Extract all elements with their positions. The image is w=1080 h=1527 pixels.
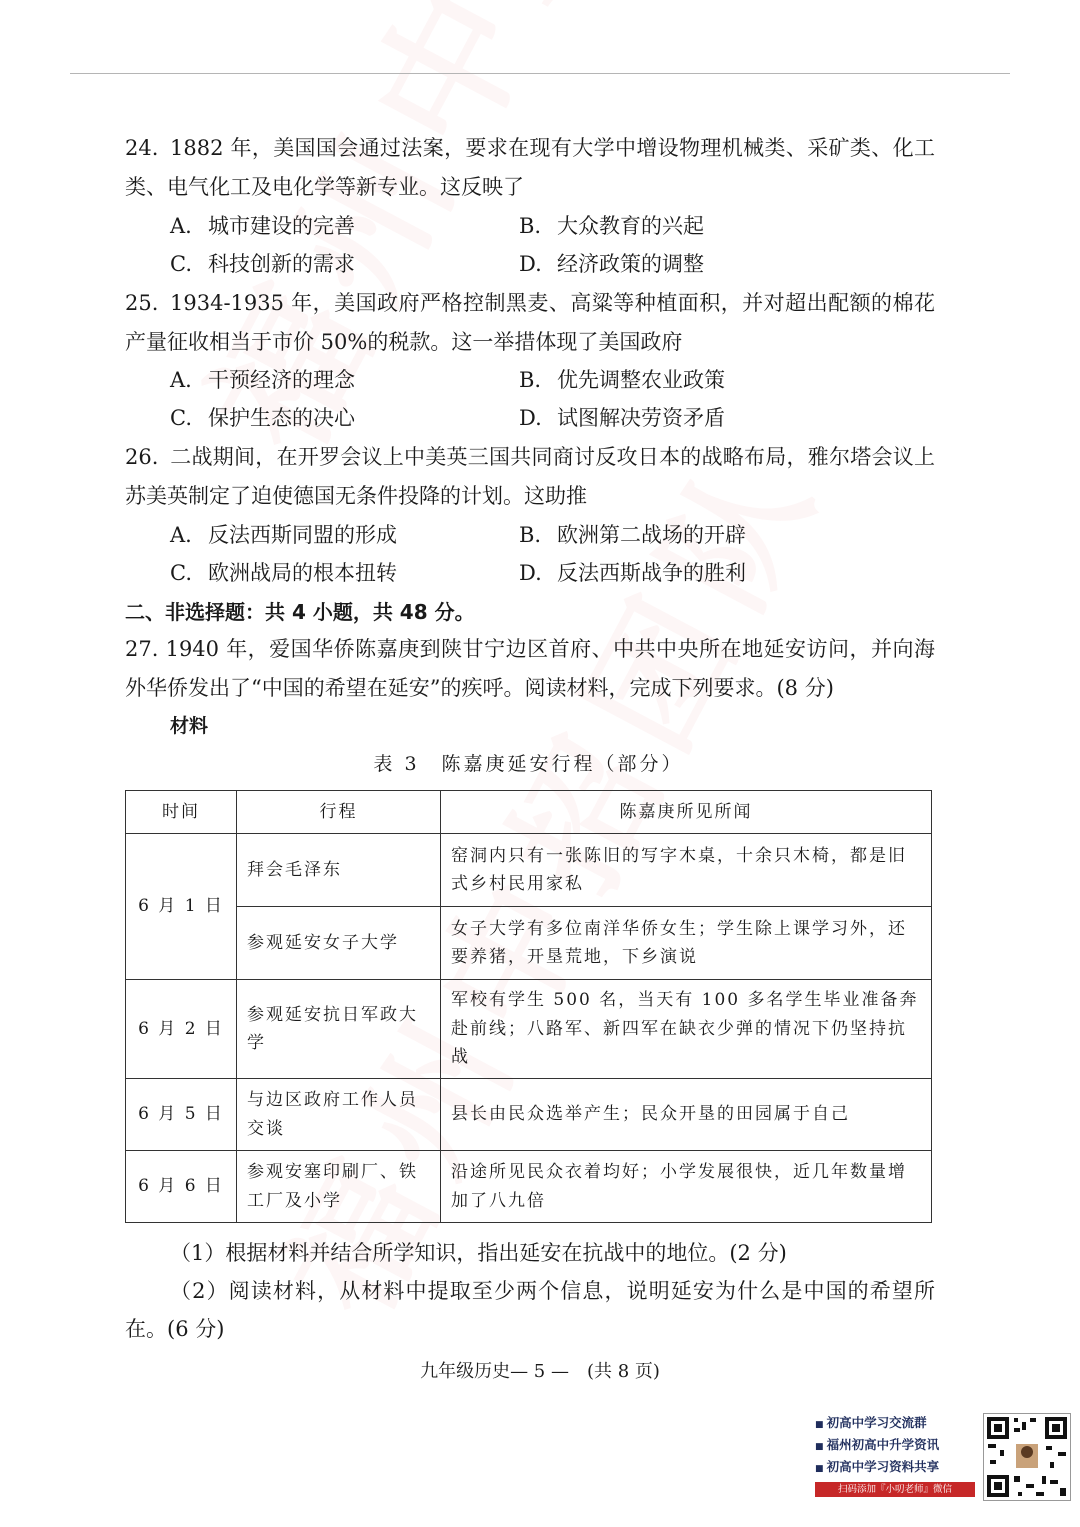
cell-route: 与边区政府工作人员交谈	[237, 1079, 441, 1151]
header-date: 时间	[126, 791, 237, 834]
option-text: 欧洲第二战场的开辟	[557, 523, 746, 547]
option-text: 经济政策的调整	[557, 252, 704, 276]
cell-route: 参观延安女子大学	[237, 907, 441, 980]
q24-option-c	[170, 245, 355, 283]
option-letter: C.	[170, 561, 192, 585]
header-seen: 陈嘉庚所见所闻	[441, 791, 932, 834]
cell-date: 6 月 2 日	[126, 980, 237, 1079]
promo-block	[815, 1413, 975, 1497]
option-letter: A.	[170, 523, 192, 547]
option-text: 欧洲战局的根本扭转	[208, 561, 397, 585]
cell-route: 拜会毛泽东	[237, 834, 441, 907]
q26-option-c	[170, 554, 397, 592]
q24-option-a	[170, 207, 355, 245]
option-text: 反法西斯战争的胜利	[557, 561, 746, 585]
table-header-row	[126, 791, 932, 834]
promo-item: ■ 初高中学习交流群	[815, 1413, 975, 1435]
promo-scan-banner: 扫码添加『小叨老师』微信	[815, 1482, 975, 1497]
question-24-stem	[125, 129, 935, 206]
question-text: 1934-1935 年，美国政府严格控制黑麦、高粱等种植面积，并对超出配额的棉花产量征收相当于市价 50%的税款。这一举措体现了美国政府	[125, 291, 935, 354]
promo-item: ■ 初高中学习资料共享	[815, 1457, 975, 1479]
page-footer: 九年级历史— 5 — (共 8 页)	[420, 1361, 660, 1382]
cell-seen: 军校有学生 500 名，当天有 100 多名学生毕业准备奔赴前线；八路军、新四军在缺衣少弹的情况下仍坚持抗战	[441, 980, 932, 1079]
option-letter: D.	[519, 406, 542, 430]
cell-seen: 女子大学有多位南洋华侨女生；学生除上课学习外，还要养猪，开垦荒地，下乡演说	[441, 907, 932, 980]
cell-route: 参观安塞印刷厂、铁工厂及小学	[237, 1151, 441, 1223]
cell-date: 6 月 6 日	[126, 1151, 237, 1223]
option-letter: D.	[519, 561, 542, 585]
cell-route: 参观延安抗日军政大学	[237, 980, 441, 1079]
qr-code-icon[interactable]	[983, 1413, 1071, 1501]
option-text: 大众教育的兴起	[557, 214, 704, 238]
cell-date: 6 月 1 日	[126, 834, 237, 980]
option-text: 反法西斯同盟的形成	[208, 523, 397, 547]
q26-option-d	[519, 554, 746, 592]
option-text: 试图解决劳资矛盾	[557, 406, 725, 430]
option-letter: B.	[519, 523, 542, 547]
cell-seen: 窑洞内只有一张陈旧的写字木桌，十余只木椅，都是旧式乡村民用家私	[441, 834, 932, 907]
question-number: 25.	[125, 291, 159, 315]
q24-option-d	[519, 245, 704, 283]
question-number: 24.	[125, 136, 159, 160]
table-row	[126, 834, 932, 907]
table-row	[126, 1079, 932, 1151]
table-caption: 表 3 陈嘉庚延安行程（部分）	[373, 753, 684, 775]
material-label: 材料	[170, 715, 209, 737]
q26-option-a	[170, 516, 397, 554]
q25-option-a	[170, 361, 355, 399]
cell-seen: 沿途所见民众衣着均好；小学发展很快，近几年数量增加了八九倍	[441, 1151, 932, 1223]
sub-question-2: （2）阅读材料，从材料中提取至少两个信息，说明延安为什么是中国的希望所在。(6 分)	[125, 1279, 935, 1341]
top-rule	[70, 73, 1010, 74]
q25-option-d	[519, 399, 725, 437]
section-heading: 二、非选择题：共 4 小题，共 48 分。	[125, 600, 475, 624]
question-text: 1940 年，爱国华侨陈嘉庚到陕甘宁边区首府、中共中央所在地延安访问，并向海外华侨发出了“中国的希望在延安”的疾呼。阅读材料，完成下列要求。(8 分)	[125, 637, 935, 700]
option-letter: A.	[170, 214, 192, 238]
q26-option-b	[519, 516, 746, 554]
itinerary-table	[125, 790, 932, 1223]
q25-option-c	[170, 399, 355, 437]
option-text: 干预经济的理念	[208, 368, 355, 392]
option-letter: C.	[170, 406, 192, 430]
question-25-stem	[125, 284, 935, 361]
question-27-stem	[125, 630, 935, 707]
question-26-stem	[125, 438, 935, 515]
question-number: 26.	[125, 445, 159, 469]
table-row	[126, 907, 932, 980]
table-row	[126, 1151, 932, 1223]
question-text: 二战期间，在开罗会议上中美英三国共同商讨反攻日本的战略布局，雅尔塔会议上苏美英制定了迫使德国无条件投降的计划。这助推	[125, 445, 935, 508]
option-text: 优先调整农业政策	[557, 368, 725, 392]
question-number: 27.	[125, 637, 159, 661]
table-row	[126, 980, 932, 1079]
question-text: 1882 年，美国国会通过法案，要求在现有大学中增设物理机械类、采矿类、化工类、电气化工及电化学等新专业。这反映了	[125, 136, 935, 199]
q24-option-b	[519, 207, 704, 245]
q25-option-b	[519, 361, 725, 399]
option-letter: B.	[519, 214, 542, 238]
cell-date: 6 月 5 日	[126, 1079, 237, 1151]
header-route: 行程	[237, 791, 441, 834]
sub-question-1: （1）根据材料并结合所学知识，指出延安在抗战中的地位。(2 分)	[170, 1241, 787, 1265]
promo-item: ■ 福州初高中升学资讯	[815, 1435, 975, 1457]
option-text: 科技创新的需求	[208, 252, 355, 276]
option-letter: A.	[170, 368, 192, 392]
option-text: 城市建设的完善	[208, 214, 355, 238]
option-letter: C.	[170, 252, 192, 276]
option-text: 保护生态的决心	[208, 406, 355, 430]
cell-seen: 县长由民众选举产生；民众开垦的田园属于自己	[441, 1079, 932, 1151]
option-letter: D.	[519, 252, 542, 276]
option-letter: B.	[519, 368, 542, 392]
